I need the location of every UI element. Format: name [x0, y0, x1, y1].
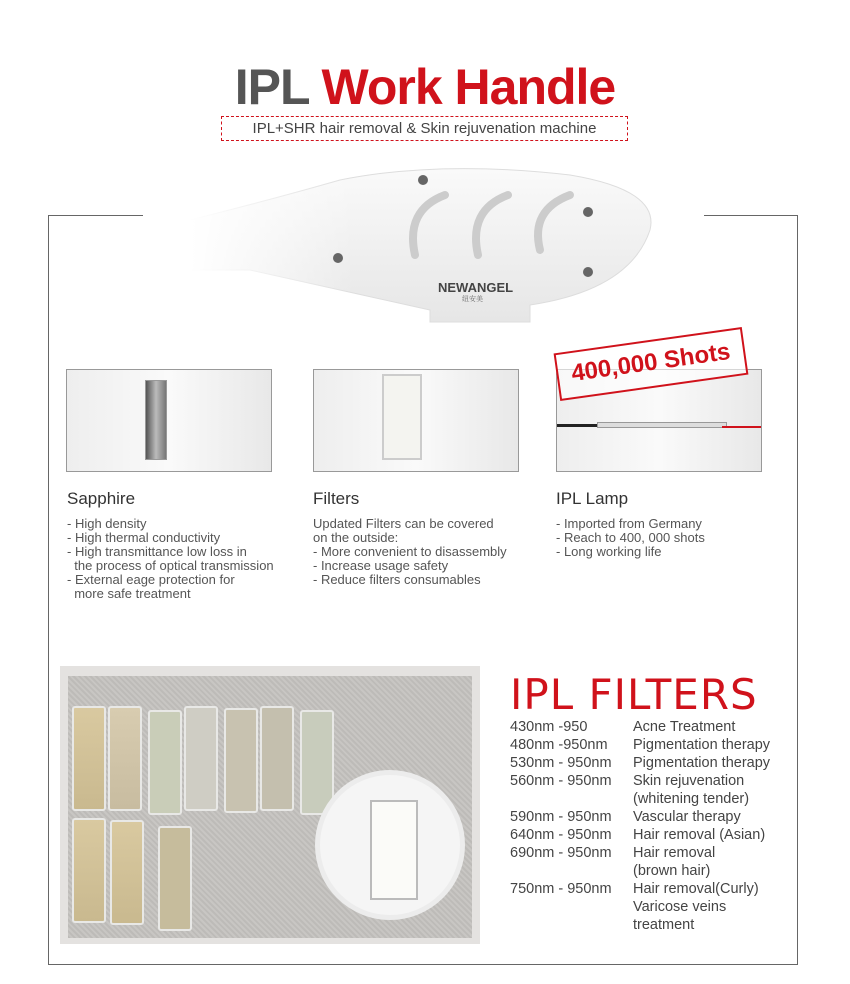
filter-row: [510, 880, 770, 934]
filter-use: Hair removal (Asian): [633, 827, 766, 843]
filter-range: 690nm - 950nm: [510, 845, 612, 861]
frame-line: [48, 964, 798, 965]
filter-use: Acne Treatment: [633, 719, 736, 735]
feature-lamp: IPL Lamp - Imported from Germany - Reach to 400, 000 shots - Long working life: [556, 489, 705, 559]
filter-row: [510, 754, 770, 772]
filter-use: Hair removal(Curly) Varicose veins treatment: [633, 881, 759, 933]
filter-use: Pigmentation therapy: [633, 737, 771, 753]
shots-stamp: 400,000 Shots: [554, 327, 749, 401]
filter-table: [510, 718, 770, 934]
filter-row: [510, 844, 770, 880]
filter-row: [510, 772, 770, 808]
frame-line: [704, 215, 798, 216]
filter-row: [510, 808, 770, 826]
filter-range: 530nm - 950nm: [510, 755, 612, 771]
frame-line: [797, 215, 798, 965]
filter-range: 750nm - 950nm: [510, 881, 612, 897]
frame-line: [48, 215, 49, 965]
handle-image: [190, 160, 660, 325]
frame-line: [48, 215, 143, 216]
filter-row: [510, 826, 770, 844]
filter-use: Pigmentation therapy: [633, 755, 771, 771]
filters-photo: [313, 369, 519, 472]
page-title: IPL Work Handle: [234, 59, 616, 115]
filter-use: Skin rejuvenation (whitening tender): [633, 773, 750, 807]
brand-logo: NEWANGEL: [438, 280, 514, 295]
filter-use: Hair removal (brown hair): [633, 845, 716, 879]
filter-row: [510, 736, 770, 754]
filter-closeup: [315, 770, 465, 920]
filter-row: [510, 718, 770, 736]
filter-range: 590nm - 950nm: [510, 809, 612, 825]
sapphire-photo: [66, 369, 272, 472]
filter-range: 560nm - 950nm: [510, 773, 612, 789]
filter-use: Vascular therapy: [633, 809, 741, 825]
feature-filters: Filters Updated Filters can be covered on the outside: - More convenient to disassembly - Increase usage safety - Reduce filters consumables: [313, 489, 507, 587]
subtitle: IPL+SHR hair removal & Skin rejuvenation machine: [221, 116, 628, 141]
filter-range: 430nm -950: [510, 719, 588, 735]
filter-range: 640nm - 950nm: [510, 827, 612, 843]
feature-sapphire: Sapphire - High density - High thermal conductivity - High transmittance low loss in the process of optical transmission - External eage protection for more safe treatment: [67, 489, 274, 601]
filter-range: 480nm -950nm: [510, 737, 608, 753]
brand-logo-sub: 纽安美: [462, 296, 483, 303]
ipl-filters-title: IPL FILTERS: [510, 670, 758, 719]
